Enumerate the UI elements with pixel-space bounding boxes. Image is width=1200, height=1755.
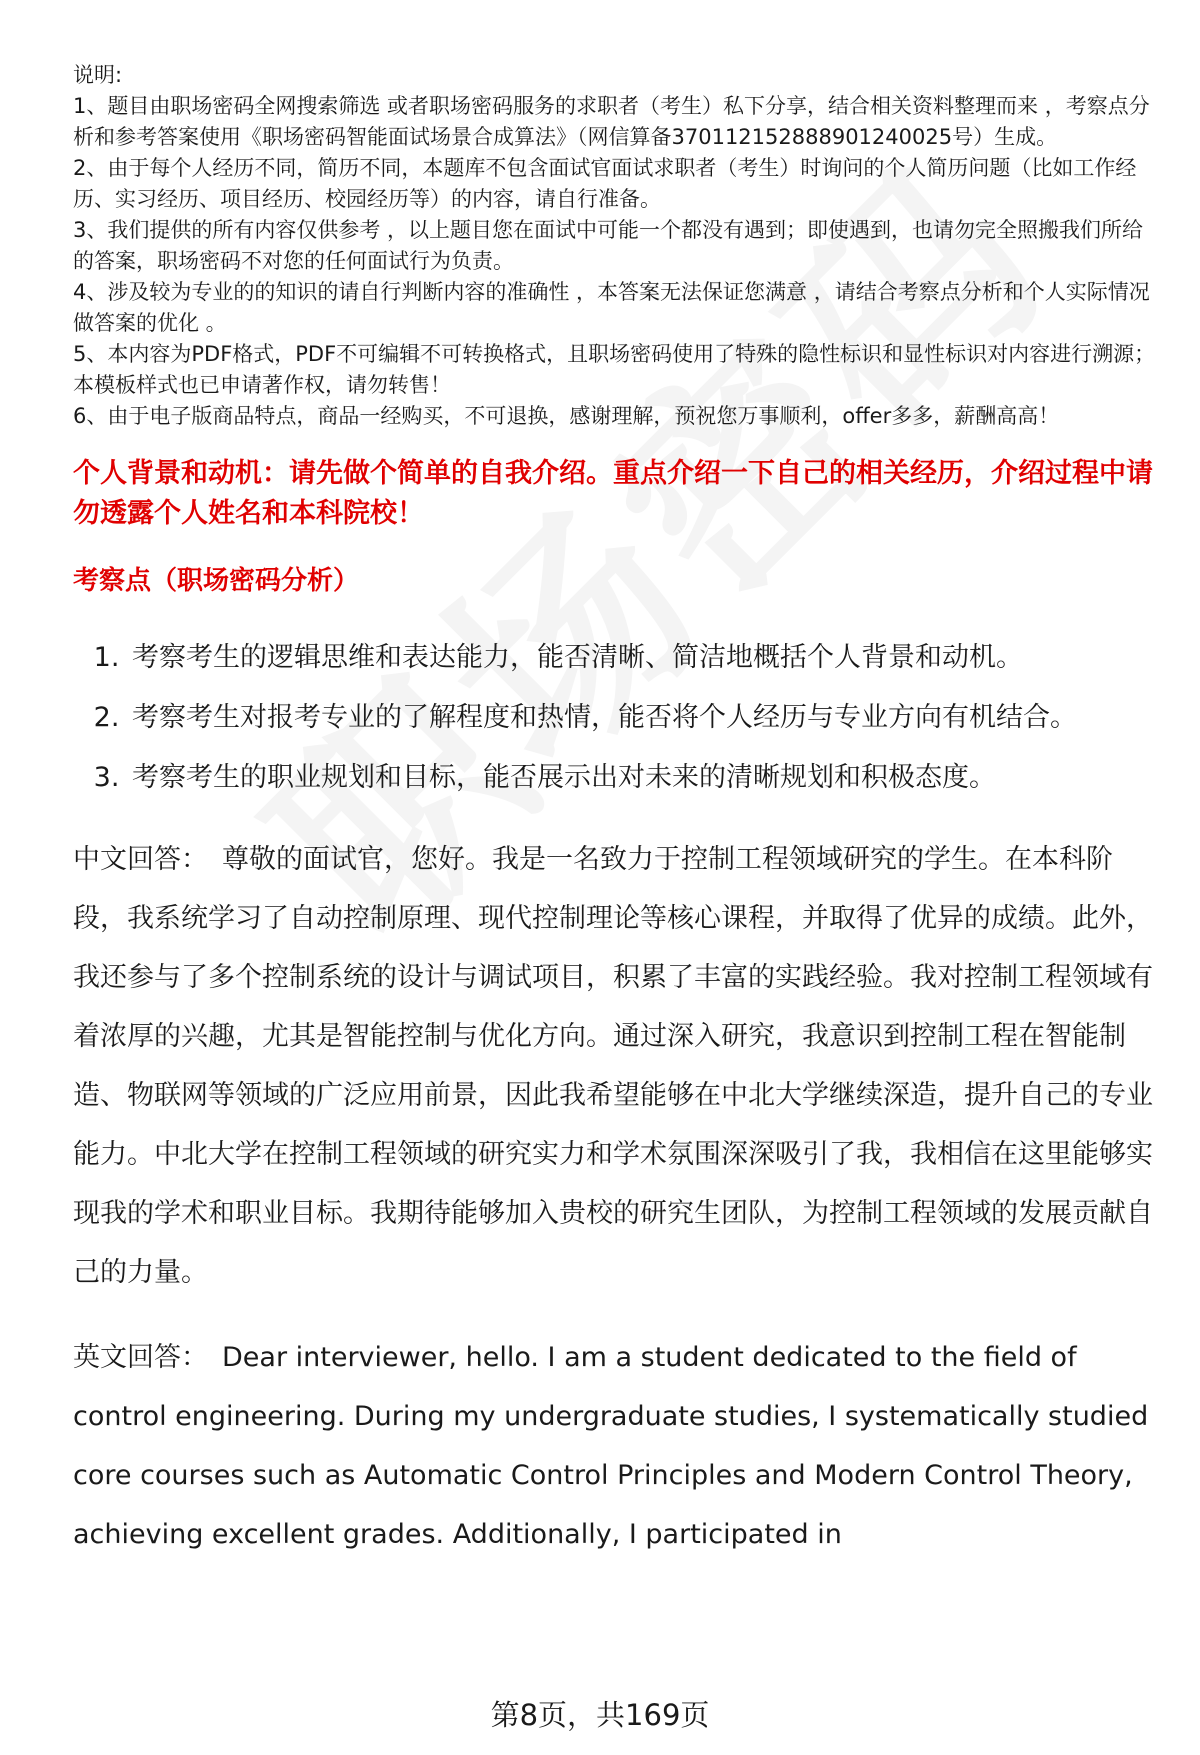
note-item-4: 4、涉及较为专业的的知识的请自行判断内容的准确性 ，本答案无法保证您满意 ，请结合考察点分析和个人实际情况做答案的优化 。 — [73, 280, 1150, 335]
note-item-3: 3、我们提供的所有内容仅供参考 ，以上题目您在面试中可能一个都没有遇到；即使遇到，也请勿完全照搬我们所给的答案，职场密码不对您的任何面试行为负责。 — [73, 218, 1144, 273]
chinese-answer — [73, 830, 1163, 1302]
analysis-point: 2. 考察考生对报考专业的了解程度和热情，能否将个人经历与专业方向有机结合。 — [128, 688, 1163, 748]
english-answer-label: 英文回答： — [73, 1342, 208, 1373]
note-item-5: 5、本内容为PDF格式，PDF不可编辑不可转换格式，且职场密码使用了特殊的隐性标识和显性标识对内容进行溯源；本模板样式也已申请著作权，请勿转售！ — [73, 342, 1156, 397]
note-item-2: 2、由于每个人经历不同，简历不同，本题库不包含面试官面试求职者（考生）时询问的个人简历问题（比如工作经历、实习经历、项目经历、校园经历等）的内容，请自行准备。 — [73, 156, 1137, 211]
notes-section — [73, 60, 1163, 432]
analysis-title: 考察点（职场密码分析） — [73, 566, 360, 596]
analysis-point: 3. 考察考生的职业规划和目标，能否展示出对未来的清晰规划和积极态度。 — [128, 748, 1163, 808]
note-item-6: 6、由于电子版商品特点，商品一经购买，不可退换，感谢理解，预祝您万事顺利，offer多多，薪酬高高！ — [73, 404, 1060, 428]
chinese-answer-text: 尊敬的面试官，您好。我是一名致力于控制工程领域研究的学生。在本科阶段，我系统学习了自动控制原理、现代控制理论等核心课程，并取得了优异的成绩。此外，我还参与了多个控制系统的设计与调试项目，积累了丰富的实践经验。我对控制工程领域有着浓厚的兴趣，尤其是智能控制与优化方向。通过深入研究，我意识到控制工程在智能制造、物联网等领域的广泛应用前景，因此我希望能够在中北大学继续深造，提升自己的专业能力。中北大学在控制工程领域的研究实力和学术氛围深深吸引了我，我相信在这里能够实现我的学术和职业目标。我期待能够加入贵校的研究生团队，为控制工程领域的发展贡献自己的力量。 — [73, 844, 1153, 1288]
page-number: 第8页，共169页 — [490, 1698, 710, 1732]
analysis-points — [73, 628, 1163, 808]
analysis-point: 1. 考察考生的逻辑思维和表达能力，能否清晰、简洁地概括个人背景和动机。 — [128, 628, 1163, 688]
english-answer — [73, 1328, 1163, 1564]
question-title: 个人背景和动机：请先做个简单的自我介绍。重点介绍一下自己的相关经历，介绍过程中请勿透露个人姓名和本科院校！ — [73, 458, 1153, 529]
chinese-answer-label: 中文回答： — [73, 844, 208, 875]
notes-heading: 说明: — [73, 63, 123, 87]
document-page — [73, 60, 1163, 1564]
english-answer-text: Dear interviewer, hello. I am a student dedicated to the field of control engineering. During my undergraduate studies, I systematically studied core courses such as Automatic Control Principles and Modern Control Theory, achieving excellent grades. Additionally, I participated in — [73, 1342, 1149, 1550]
note-item-1: 1、题目由职场密码全网搜索筛选 或者职场密码服务的求职者（考生）私下分享，结合相关资料整理而来 ，考察点分析和参考答案使用《职场密码智能面试场景合成算法》（网信算备370112152888901240025号）生成。 — [73, 94, 1150, 149]
